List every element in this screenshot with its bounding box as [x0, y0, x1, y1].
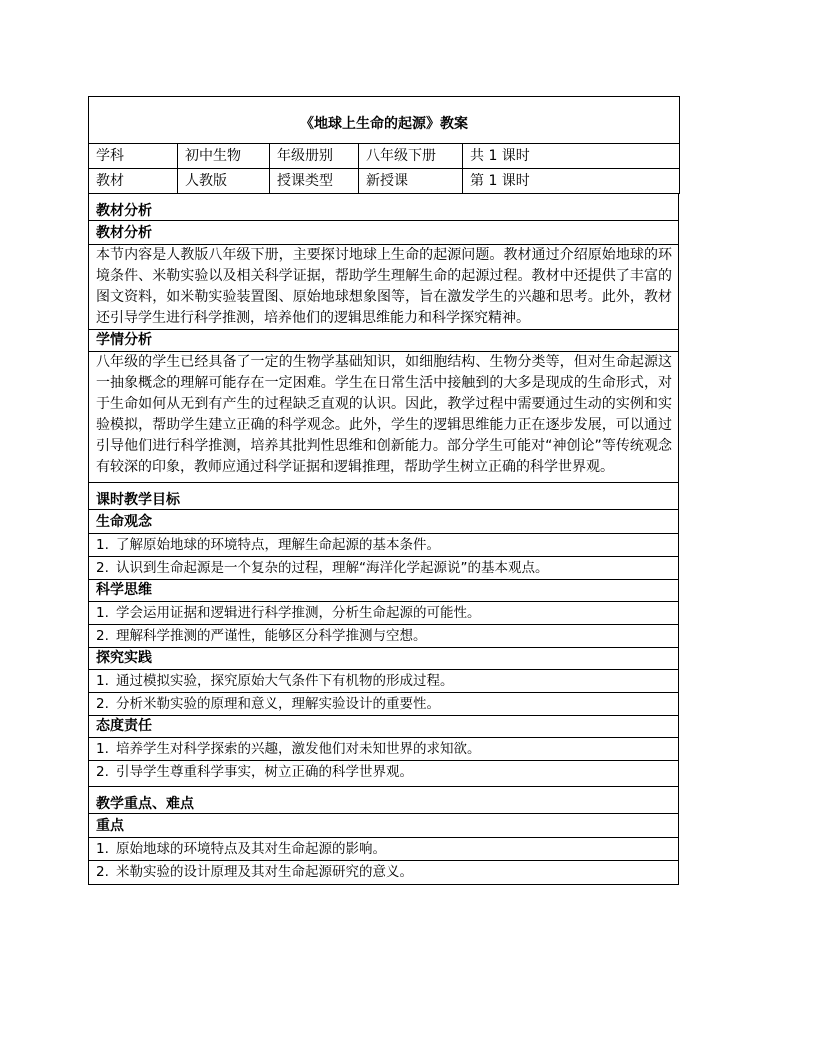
key-points-section	[88, 787, 679, 885]
sub-heading: 态度责任	[89, 716, 678, 738]
info-cell: 共 1 课时	[463, 144, 680, 169]
info-row	[89, 144, 680, 169]
item-number: 1.	[96, 537, 109, 553]
item-text: 了解原始地球的环境特点，理解生命起源的基本条件。	[116, 537, 440, 553]
item-number: 1.	[96, 741, 109, 757]
list-item	[89, 861, 678, 883]
list-item	[89, 838, 678, 861]
item-text: 原始地球的环境特点及其对生命起源的影响。	[116, 841, 386, 857]
item-text: 通过模拟实验，探究原始大气条件下有机物的形成过程。	[116, 673, 454, 689]
list-item	[89, 670, 678, 693]
paragraph: 本节内容是人教版八年级下册，主要探讨地球上生命的起源问题。教材通过介绍原始地球的环境条件、米勒实验以及相关科学证据，帮助学生理解生命的起源过程。教材中还提供了丰富的图文资料，如米勒实验装置图、原始地球想象图等，旨在激发学生的兴趣和思考。此外，教材还引导学生进行科学推测，培养他们的逻辑思维能力和科学探究精神。	[89, 245, 678, 330]
item-text: 分析米勒实验的原理和意义，理解实验设计的重要性。	[116, 696, 440, 712]
info-cell: 八年级下册	[359, 144, 463, 169]
document-title: 《地球上生命的起源》教案	[89, 97, 680, 144]
sub-heading: 重点	[89, 816, 678, 838]
sub-heading: 探究实践	[89, 648, 678, 670]
item-number: 1.	[96, 673, 109, 689]
item-text: 理解科学推测的严谨性，能够区分科学推测与空想。	[116, 628, 427, 644]
item-number: 1.	[96, 605, 109, 621]
info-cell: 初中生物	[178, 144, 270, 169]
paragraph: 八年级的学生已经具备了一定的生物学基础知识，如细胞结构、生物分类等，但对生命起源这一抽象概念的理解可能存在一定困难。学生在日常生活中接触到的大多是现成的生命形式，对于生命如何从无到有产生的过程缺乏直观的认识。因此，教学过程中需要通过生动的实例和实验模拟，帮助学生建立正确的科学观念。此外，学生的逻辑思维能力正在逐步发展，可以通过引导他们进行科学推测，培养其批判性思维和创新能力。部分学生可能对“神创论”等传统观念有较深的印象，教师应通过科学证据和逻辑推理，帮助学生树立正确的科学世界观。	[96, 354, 672, 475]
list-item	[89, 625, 678, 648]
objectives-section	[88, 483, 679, 787]
list-item	[89, 534, 678, 557]
sub-heading: 学情分析	[89, 330, 678, 352]
info-cell: 教材	[89, 169, 178, 194]
item-text: 培养学生对科学探索的兴趣，激发他们对未知世界的求知欲。	[116, 741, 481, 757]
item-text: 米勒实验的设计原理及其对生命起源研究的意义。	[116, 864, 413, 880]
sub-heading: 生命观念	[89, 512, 678, 534]
info-cell: 第 1 课时	[463, 169, 680, 194]
section-heading: 教材分析	[89, 194, 678, 221]
item-text: 认识到生命起源是一个复杂的过程，理解“海洋化学起源说”的基本观点。	[116, 560, 549, 576]
info-table	[88, 96, 680, 194]
item-number: 1.	[96, 841, 109, 857]
material-analysis-section	[88, 194, 679, 483]
lesson-plan-document	[88, 96, 679, 885]
info-cell: 学科	[89, 144, 178, 169]
section-heading: 课时教学目标	[89, 483, 678, 510]
list-item	[89, 557, 678, 580]
info-cell: 年级册别	[270, 144, 359, 169]
item-number: 2.	[96, 696, 109, 712]
list-item	[89, 602, 678, 625]
item-text: 学会运用证据和逻辑进行科学推测，分析生命起源的可能性。	[116, 605, 481, 621]
sub-heading: 教材分析	[89, 223, 678, 245]
list-item	[89, 738, 678, 761]
list-item	[89, 693, 678, 716]
info-cell: 授课类型	[270, 169, 359, 194]
item-text: 引导学生尊重科学事实，树立正确的科学世界观。	[116, 764, 413, 780]
info-cell: 新授课	[359, 169, 463, 194]
item-number: 2.	[96, 628, 109, 644]
item-number: 2.	[96, 864, 109, 880]
info-cell: 人教版	[178, 169, 270, 194]
section-heading: 教学重点、难点	[89, 787, 678, 814]
info-row	[89, 169, 680, 194]
sub-heading: 科学思维	[89, 580, 678, 602]
item-number: 2.	[96, 560, 109, 576]
list-item	[89, 761, 678, 783]
item-number: 2.	[96, 764, 109, 780]
